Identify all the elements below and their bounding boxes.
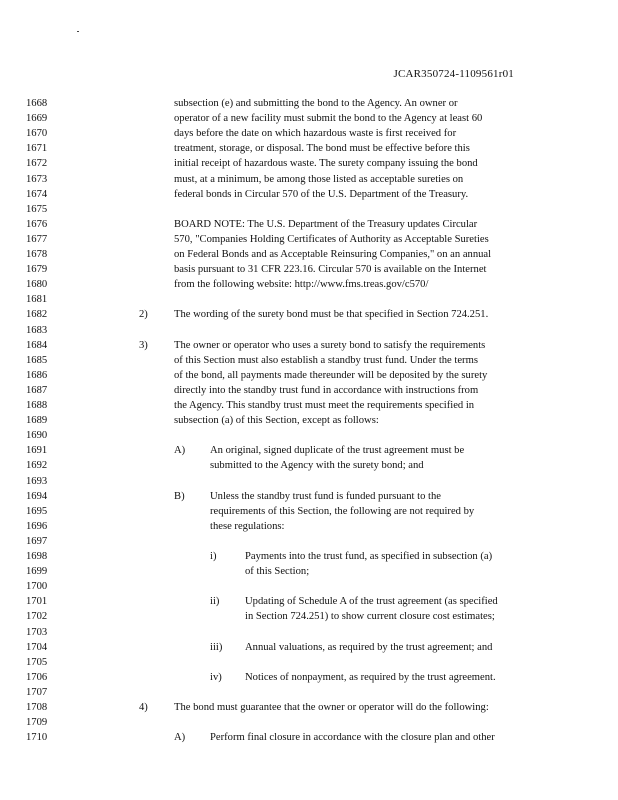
line-number: 1703 [26,626,48,638]
line-number: 1692 [26,460,48,472]
line-number: 1684 [26,339,48,351]
board-note-line: BOARD NOTE: The U.S. Department of the Treasury updates Circular [174,218,478,230]
item-3b-ii-text: in Section 724.251) to show current closure cost estimates; [245,611,495,623]
line-number: 1704 [26,641,48,653]
line-number: 1672 [26,158,48,170]
line-number: 1696 [26,520,48,532]
item-3-text: The owner or operator who uses a surety bond to satisfy the requirements [174,339,486,351]
line-number: 1686 [26,369,48,381]
line-number: 1705 [26,656,48,668]
line-number: 1670 [26,128,48,140]
item-3b-text: these regulations: [210,520,285,532]
item-3b-i-text: Payments into the trust fund, as specified in subsection (a) [245,551,493,562]
item-3a-text: An original, signed duplicate of the trust agreement must be [210,445,465,457]
item-3b-text: Unless the standby trust fund is funded pursuant to the [210,490,441,502]
paragraph-line: must, at a minimum, be among those listed as acceptable sureties on [174,173,464,185]
item-4-label: 4) [139,702,148,713]
line-number: 1673 [26,173,48,185]
line-number: 1694 [26,490,48,502]
line-number: 1676 [26,218,48,230]
item-3a-label: A) [174,445,186,457]
board-note-line: from the following website: http://www.fms.treas.gov/c570/ [174,279,429,291]
item-3-text: the Agency. This standby trust must meet the requirements specified in [174,400,475,411]
line-number: 1710 [26,732,48,744]
item-3b-iii-label: iii) [210,641,223,653]
line-number: 1697 [26,535,48,547]
line-number: 1678 [26,249,48,260]
item-3-text: of this Section must also establish a standby trust fund. Under the terms [174,354,478,366]
paragraph-line: subsection (e) and submitting the bond to the Agency. An owner or [174,98,458,109]
item-2-label: 2) [139,309,148,321]
item-3b-ii-label: ii) [210,596,220,608]
item-3b-i-label: i) [210,551,217,562]
line-number: 1706 [26,671,48,683]
line-number: 1681 [26,294,48,306]
item-3b-label: B) [174,490,185,502]
paragraph-line: federal bonds in Circular 570 of the U.S. Department of the Treasury. [174,188,469,200]
line-number: 1683 [26,324,48,336]
line-number: 1680 [26,279,48,291]
line-number: 1691 [26,445,48,457]
item-3a-text: submitted to the Agency with the surety bond; and [210,460,424,472]
line-number: 1677 [26,233,48,245]
line-number: 1671 [26,143,48,155]
line-number: 1669 [26,113,48,125]
line-number: 1689 [26,415,48,427]
item-3-text: subsection (a) of this Section, except as follows: [174,415,379,427]
item-3b-ii-text: Updating of Schedule A of the trust agreement (as specified [245,596,498,608]
item-3b-iv-label: iv) [210,671,222,683]
item-4a-text: Perform final closure in accordance with the closure plan and other [210,732,495,744]
line-number: 1690 [26,430,48,442]
line-number: 1699 [26,566,48,578]
line-number: 1702 [26,611,48,623]
line-number: 1707 [26,686,48,698]
paragraph-line: days before the date on which hazardous waste is first received for [174,128,457,140]
line-number: 1700 [26,581,48,593]
board-note-line: on Federal Bonds and as Acceptable Reinsuring Companies," on an annual [174,249,492,260]
item-3-text: directly into the standby trust fund in accordance with instructions from [174,384,479,396]
item-3b-iii-text: Annual valuations, as required by the trust agreement; and [245,641,493,653]
scan-speck [77,31,79,32]
board-note-line: 570, "Companies Holding Certificates of Authority as Acceptable Sureties [174,233,489,245]
line-number: 1668 [26,98,48,109]
line-number: 1687 [26,384,48,396]
item-2-text: The wording of the surety bond must be that specified in Section 724.251. [174,309,489,321]
line-number: 1688 [26,400,48,411]
document-id: JCAR350724-1109561r01 [393,68,514,80]
paragraph-line: operator of a new facility must submit the bond to the Agency at least 60 [174,113,483,125]
item-3b-text: requirements of this Section, the following are not required by [210,505,475,517]
paragraph-line: treatment, storage, or disposal. The bond must be effective before this [174,143,470,155]
line-number: 1682 [26,309,48,321]
item-3b-iv-text: Notices of nonpayment, as required by the trust agreement. [245,671,496,683]
item-3-label: 3) [139,339,148,351]
item-3b-i-text: of this Section; [245,566,310,578]
line-number: 1685 [26,354,48,366]
line-number: 1675 [26,203,48,215]
line-number: 1695 [26,505,48,517]
line-number: 1708 [26,702,48,713]
item-4a-label: A) [174,732,186,744]
item-4-text: The bond must guarantee that the owner or operator will do the following: [174,702,489,713]
line-number: 1698 [26,551,48,562]
line-number: 1679 [26,264,48,276]
line-number: 1701 [26,596,48,608]
item-3-text: of the bond, all payments made thereunder will be deposited by the surety [174,369,488,381]
line-number: 1674 [26,188,48,200]
line-number: 1693 [26,475,48,487]
line-number: 1709 [26,717,48,729]
board-note-line: basis pursuant to 31 CFR 223.16. Circular 570 is available on the Internet [174,264,487,276]
paragraph-line: initial receipt of hazardous waste. The surety company issuing the bond [174,158,478,170]
